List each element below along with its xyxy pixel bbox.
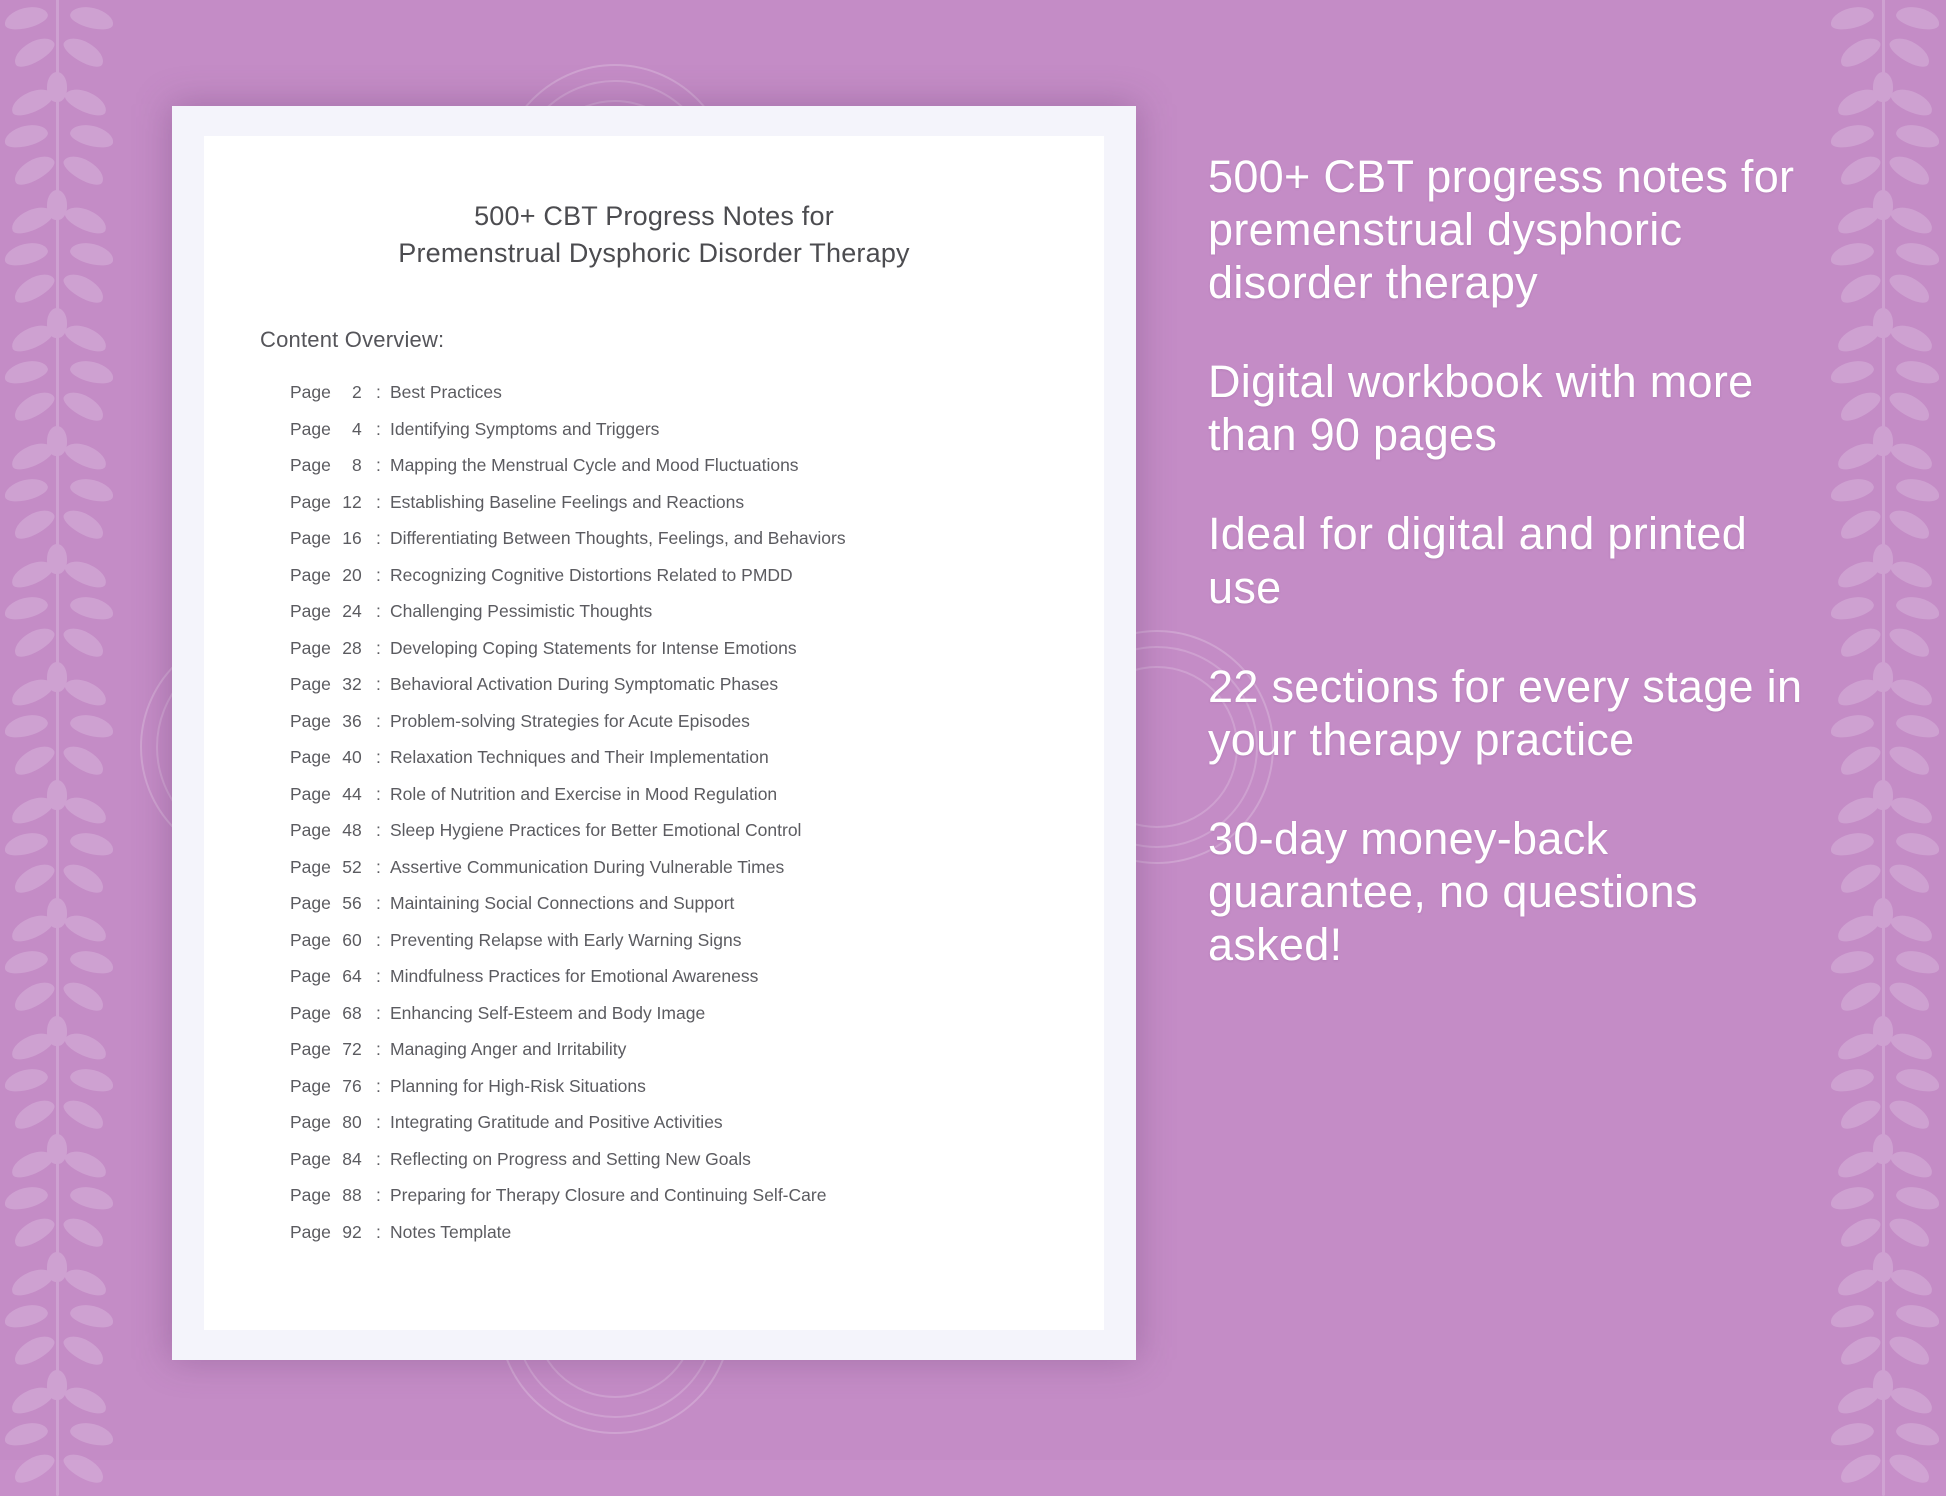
floral-sprig-icon: [1826, 1258, 1946, 1378]
toc-page-number: Page 4: [290, 418, 362, 439]
toc-separator: :: [376, 1002, 381, 1023]
toc-row: [290, 849, 1048, 886]
floral-sprig-icon: [0, 786, 120, 906]
toc-row: [290, 1032, 1048, 1069]
marketing-column: [1208, 150, 1828, 971]
toc-row: [290, 630, 1048, 667]
marketing-bullet: Digital workbook with more than 90 pages: [1208, 356, 1754, 461]
toc-row: [290, 995, 1048, 1032]
toc-separator: :: [376, 528, 381, 548]
toc-entry-title: Reflecting on Progress and Setting New Goals: [390, 1148, 751, 1169]
floral-sprig-icon: [1826, 432, 1946, 552]
toc-row: [290, 813, 1048, 850]
toc-row: [290, 594, 1048, 631]
toc-page-number: Page 44: [290, 783, 362, 804]
toc-separator: :: [376, 491, 381, 512]
toc-separator: :: [376, 455, 381, 475]
toc-row: [290, 1178, 1048, 1215]
toc-page-number: Page 56: [290, 893, 362, 913]
toc-page-number: Page 8: [290, 455, 362, 475]
page-title-line-1: 500+ CBT Progress Notes for: [474, 201, 834, 231]
toc-row: [290, 959, 1048, 996]
toc-page-number: Page 72: [290, 1039, 362, 1059]
floral-sprig-icon: [1826, 314, 1946, 434]
document-page: [172, 106, 1136, 1360]
toc-page-number: Page 2: [290, 382, 362, 402]
floral-sprig-icon: [0, 1258, 120, 1378]
floral-sprig-icon: [0, 668, 120, 788]
marketing-bullet: 30-day money-back guarantee, no questions asked!: [1208, 812, 1698, 971]
content-overview-label: Content Overview:: [260, 326, 445, 352]
toc-entry-title: Enhancing Self-Esteem and Body Image: [390, 1002, 706, 1023]
floral-sprig-icon: [1826, 786, 1946, 906]
toc-entry-title: Recognizing Cognitive Distortions Related to PMDD: [390, 564, 793, 585]
toc-row: [290, 776, 1048, 813]
toc-entry-title: Integrating Gratitude and Positive Activities: [390, 1112, 723, 1132]
toc-entry-title: Assertive Communication During Vulnerable Times: [390, 856, 785, 877]
toc-entry-title: Maintaining Social Connections and Support: [390, 893, 735, 913]
toc-page-number: Page 40: [290, 747, 362, 767]
toc-separator: :: [376, 1148, 381, 1169]
floral-sprig-icon: [0, 0, 120, 80]
floral-sprig-icon: [1826, 1140, 1946, 1260]
toc-entry-title: Notes Template: [390, 1221, 512, 1242]
toc-entry-title: Problem-solving Strategies for Acute Episodes: [390, 710, 750, 731]
toc-page-number: Page 16: [290, 528, 362, 548]
toc-entry-title: Preparing for Therapy Closure and Continuing Self-Care: [390, 1185, 827, 1205]
toc-entry-title: Best Practices: [390, 382, 502, 402]
toc-page-number: Page 28: [290, 637, 362, 658]
toc-separator: :: [376, 1185, 381, 1205]
floral-sprig-icon: [0, 550, 120, 670]
toc-entry-title: Establishing Baseline Feelings and Reactions: [390, 491, 745, 512]
toc-separator: :: [376, 564, 381, 585]
marketing-bullet: 500+ CBT progress notes for premenstrual dysphoric disorder therapy: [1208, 151, 1795, 309]
floral-sprig-icon: [0, 1022, 120, 1142]
toc-separator: :: [376, 929, 381, 950]
page-title: [260, 198, 1048, 273]
floral-sprig-icon: [1826, 1376, 1946, 1496]
toc-entry-title: Managing Anger and Irritability: [390, 1039, 627, 1059]
toc-separator: :: [376, 1221, 381, 1242]
toc-separator: :: [376, 893, 381, 913]
toc-entry-title: Behavioral Activation During Symptomatic Phases: [390, 674, 779, 694]
toc-page-number: Page 84: [290, 1148, 362, 1169]
floral-sprig-icon: [1826, 668, 1946, 788]
floral-sprig-icon: [0, 904, 120, 1024]
toc-separator: :: [376, 783, 381, 804]
toc-row: [290, 922, 1048, 959]
toc-separator: :: [376, 601, 381, 621]
toc-page-number: Page 48: [290, 820, 362, 840]
floral-sprig-icon: [1826, 550, 1946, 670]
toc-entry-title: Developing Coping Statements for Intense Emotions: [390, 637, 797, 658]
toc-page-number: Page 88: [290, 1185, 362, 1205]
toc-row: [290, 521, 1048, 558]
toc-row: [290, 557, 1048, 594]
toc-page-number: Page 76: [290, 1075, 362, 1096]
toc-entry-title: Preventing Relapse with Early Warning Signs: [390, 929, 742, 950]
floral-sprig-icon: [0, 432, 120, 552]
toc-row: [290, 703, 1048, 740]
page-title-line-2: Premenstrual Dysphoric Disorder Therapy: [398, 238, 910, 269]
toc-row: [290, 740, 1048, 777]
toc-page-number: Page 52: [290, 856, 362, 877]
floral-sprig-icon: [0, 314, 120, 434]
toc-separator: :: [376, 747, 381, 767]
toc-entry-title: Mapping the Menstrual Cycle and Mood Fluctuations: [390, 455, 799, 475]
toc-entry-title: Mindfulness Practices for Emotional Awareness: [390, 966, 759, 986]
toc-separator: :: [376, 1039, 381, 1059]
toc-row: [290, 1068, 1048, 1105]
toc-separator: :: [376, 674, 381, 694]
toc-page-number: Page 32: [290, 674, 362, 694]
floral-sprig-icon: [1826, 0, 1946, 80]
toc-entry-title: Sleep Hygiene Practices for Better Emotional Control: [390, 820, 802, 840]
toc-entry-title: Planning for High-Risk Situations: [390, 1075, 646, 1096]
toc-row: [290, 484, 1048, 521]
toc-row: [290, 667, 1048, 704]
toc-entry-title: Role of Nutrition and Exercise in Mood Regulation: [390, 783, 778, 804]
toc-page-number: Page 36: [290, 710, 362, 731]
marketing-bullet: Ideal for digital and printed use: [1208, 508, 1748, 613]
toc-page-number: Page 24: [290, 601, 362, 621]
floral-sprig-icon: [0, 78, 120, 198]
toc-separator: :: [376, 382, 381, 402]
toc-separator: :: [376, 418, 381, 439]
toc-entry-title: Challenging Pessimistic Thoughts: [390, 601, 653, 621]
toc-page-number: Page 60: [290, 929, 362, 950]
toc-row: [290, 1214, 1048, 1251]
toc-page-number: Page 80: [290, 1112, 362, 1132]
floral-sprig-icon: [1826, 1022, 1946, 1142]
floral-sprig-icon: [0, 1376, 120, 1496]
toc-entry-title: Differentiating Between Thoughts, Feelings, and Behaviors: [390, 528, 846, 548]
floral-sprig-icon: [1826, 196, 1946, 316]
toc-page-number: Page 68: [290, 1002, 362, 1023]
marketing-bullet: 22 sections for every stage in your therapy practice: [1208, 660, 1803, 765]
floral-sprig-icon: [1826, 904, 1946, 1024]
toc-separator: :: [376, 637, 381, 658]
toc-row: [290, 375, 1048, 412]
toc-page-number: Page 92: [290, 1221, 362, 1242]
toc-separator: :: [376, 1075, 381, 1096]
toc-row: [290, 411, 1048, 448]
toc-entry-title: Identifying Symptoms and Triggers: [390, 418, 660, 439]
toc-separator: :: [376, 820, 381, 840]
toc-row: [290, 886, 1048, 923]
toc-row: [290, 1141, 1048, 1178]
floral-border-left-icon: [0, 0, 120, 1460]
toc-page-number: Page 12: [290, 491, 362, 512]
toc-separator: :: [376, 966, 381, 986]
floral-sprig-icon: [0, 1140, 120, 1260]
toc-row: [290, 1105, 1048, 1142]
toc-separator: :: [376, 710, 381, 731]
toc-separator: :: [376, 1112, 381, 1132]
floral-sprig-icon: [0, 196, 120, 316]
toc-row: [290, 448, 1048, 485]
document-page-content: [204, 136, 1104, 1330]
toc-entry-title: Relaxation Techniques and Their Implementation: [390, 747, 769, 767]
toc-page-number: Page 64: [290, 966, 362, 986]
toc-page-number: Page 20: [290, 564, 362, 585]
table-of-contents: [260, 375, 1048, 1251]
toc-separator: :: [376, 856, 381, 877]
floral-border-right-icon: [1826, 0, 1946, 1460]
floral-sprig-icon: [1826, 78, 1946, 198]
